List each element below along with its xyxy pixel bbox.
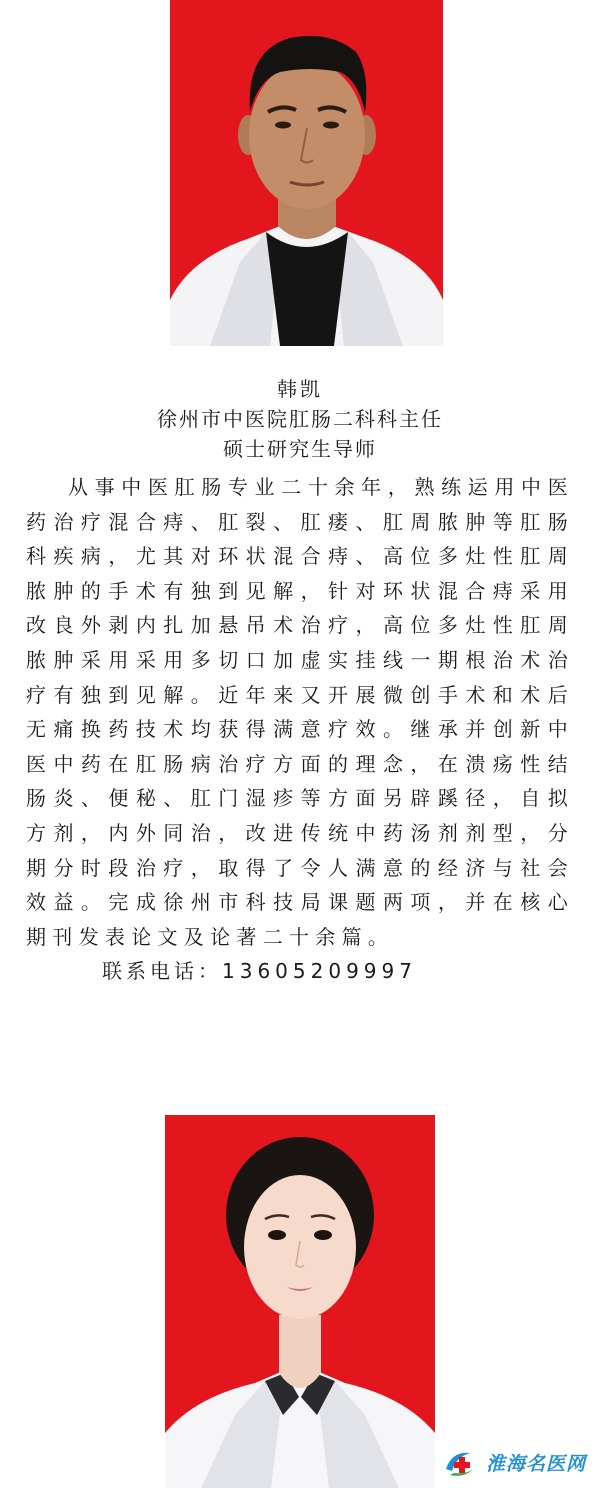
doctor-1-info bbox=[0, 374, 600, 989]
contact-phone: 13605209997 bbox=[222, 959, 417, 984]
doctor-contact bbox=[0, 954, 600, 989]
contact-label: 联系电话： bbox=[102, 959, 222, 984]
doctor-name: 韩凯 bbox=[277, 377, 323, 401]
doctor-title: 徐州市中医院肛肠二科科主任 bbox=[157, 407, 443, 431]
site-watermark bbox=[442, 1444, 590, 1480]
doctor-2-portrait bbox=[165, 1115, 435, 1488]
doctor-1-portrait bbox=[170, 0, 443, 346]
watermark-text: 淮海名医网 bbox=[486, 1452, 587, 1475]
doctor-2-photo bbox=[165, 1115, 435, 1488]
doctor-1-photo bbox=[170, 0, 443, 346]
doctor-bio: 从事中医肛肠专业二十余年，熟练运用中医药治疗混合痔、肛裂、肛瘘、肛周脓肿等肛肠科疾病，尤其对环状混合痔、高位多灶性肛周脓肿的手术有独到见解，针对环状混合痔采用改良外剥内扎加悬吊术治疗，高位多灶性肛周脓肿采用采用多切口加虚实挂线一期根治术治疗有独到见解。近年来又开展微创手术和术后无痛换药技术均获得满意疗效。继承并创新中医中药在肛肠病治疗方面的理念，在溃疡性结肠炎、便秘、肛门湿疹等方面另辟蹊径，自拟方剂，内外同治，改进传统中药汤剂剂型，分期分时段治疗，取得了令人满意的经济与社会效益。完成徐州市科技局课题两项，并在核心期刊发表论文及论著二十余篇。 bbox=[26, 475, 574, 949]
medical-cross-logo-icon bbox=[442, 1445, 482, 1479]
doctor-role: 硕士研究生导师 bbox=[223, 437, 377, 461]
